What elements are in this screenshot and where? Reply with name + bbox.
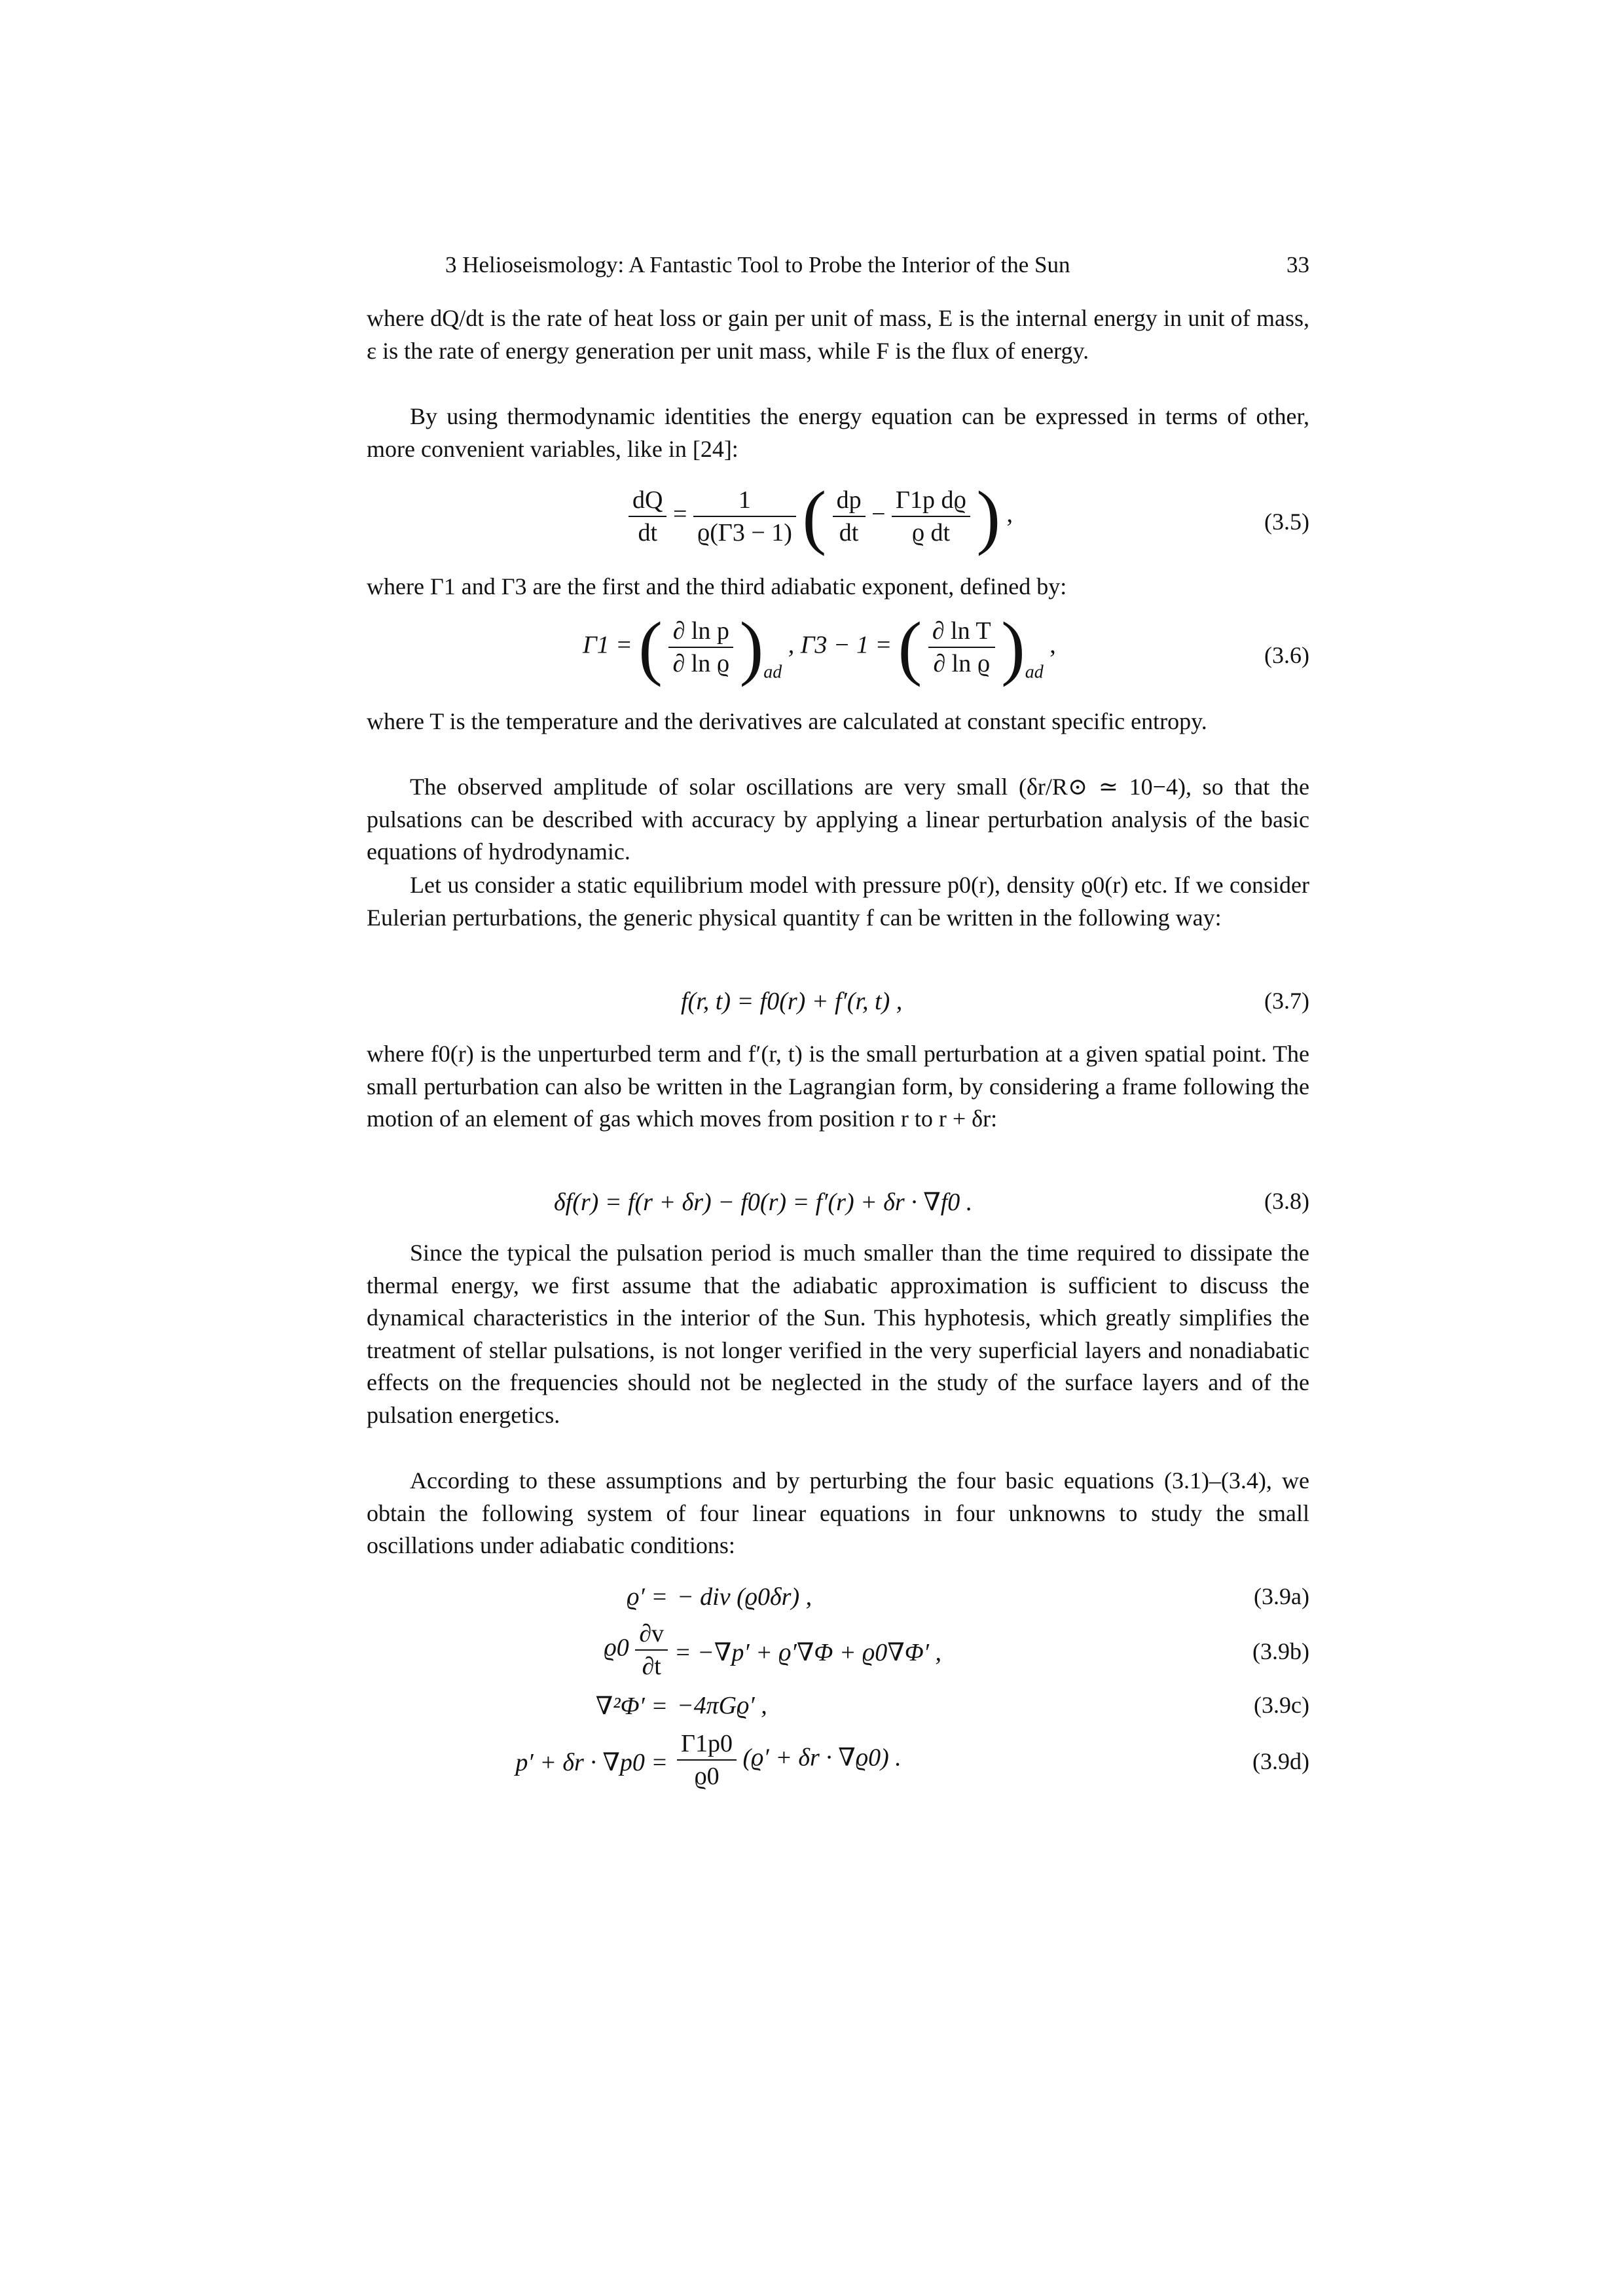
equation-number: (3.9c) — [1254, 1692, 1309, 1718]
fraction: $\frac{\text{∂ ln T}}{\text{∂ ln ϱ}}$ — [928, 615, 995, 679]
equation-3-7 — [367, 987, 1309, 1026]
equation-3-9d — [367, 1728, 1309, 1800]
paragraph-2: By using thermodynamic identities the energy equation can be expressed in terms of other, more convenient variables, like in [24]: — [367, 403, 1309, 462]
equation-number: (3.9d) — [1252, 1748, 1309, 1774]
equation-body: $\frac{dQ}{dt}$ = $\frac{1}{ϱ(\Gamma 3 - 1)}$ ( $\frac{dp}{dt}$ − $\frac{\text{Γ1p dϱ}}{\text{ϱ dt}}$ ) , — [629, 484, 1013, 548]
equation-number: (3.9a) — [1254, 1583, 1309, 1609]
fraction: $\frac{\text{Γ1p dϱ}}{\text{ϱ dt}}$ — [892, 484, 970, 548]
equation-3-9a — [367, 1583, 1309, 1622]
equation-3-9b — [367, 1618, 1309, 1690]
equation-rhs: −4πGϱ′ , — [677, 1692, 767, 1719]
equation-number: (3.9b) — [1252, 1638, 1309, 1664]
fraction: $\frac{dp}{dt}$ — [833, 484, 866, 548]
running-header — [445, 249, 1309, 281]
chapter-title: 3 Helioseismology: A Fantastic Tool to Probe the Interior of the Sun — [445, 252, 1070, 278]
fraction: $\frac{1}{ϱ(\Gamma 3 - 1)}$ — [693, 484, 796, 548]
paragraph-6: Let us consider a static equilibrium model with pressure p0(r), density ϱ0(r) etc. If we consider Eulerian perturbations, the generic physical quantity f can be written in the following way: — [367, 872, 1309, 931]
equation-body: f(r, t) = f0(r) + f′(r, t) , — [681, 988, 903, 1015]
paragraph-1: where dQ/dt is the rate of heat loss or gain per unit of mass, E is the internal energy in unit of mass, ε is the rate of energy generation per unit mass, while F is the flux of energy. — [367, 305, 1309, 364]
equation-rhs: = −∇p′ + ϱ′∇Φ + ϱ0∇Φ′ , — [674, 1639, 942, 1666]
paragraph-9: According to these assumptions and by perturbing the four basic equations (3.1)–(3.4), we obtain the following system of four linear equations in four unknowns to study the small oscillations under adiabatic conditions: — [367, 1467, 1309, 1558]
fraction: $\frac{\Gamma 1p0}{ϱ0}$ — [677, 1728, 737, 1792]
paragraph-5: The observed amplitude of solar oscillations are very small (δr/R⊙ ≃ 10−4), so that the pulsations can be described with accuracy by applying a linear perturbation analysis of the basic equations of hydrodynamic. — [367, 774, 1309, 865]
equation-rhs: $\frac{\Gamma 1p0}{ϱ0}$ (ϱ′ + δr · ∇ϱ0) . — [677, 1728, 902, 1792]
equation-3-8 — [367, 1187, 1309, 1227]
equation-number: (3.8) — [1264, 1188, 1309, 1214]
equation-body: Γ1 = ( $\frac{\text{∂ ln p}}{\text{∂ ln ϱ}}$ )$_{ad}$ , Γ3 − 1 = ( $\frac{\text{∂ ln T}}{\text{∂ ln ϱ}}$ )$_{ad}$ , — [583, 607, 1056, 687]
equation-lhs: ∇²Φ′ = — [595, 1693, 668, 1720]
paragraph-8: Since the typical the pulsation period is much smaller than the time required to dissipate the thermal energy, we first assume that the adiabatic approximation is sufficient to discuss the dynamical characteristics in the interior of the Sun. This hyphotesis, which greatly simplifies the treatment of stellar pulsations, is not longer verified in the very superficial layers and nonadiabatic effects on the frequencies should not be neglected in the study of the surface layers and of the pulsation energetics. — [367, 1240, 1309, 1428]
equation-lhs: p′ + δr · ∇p0 = — [515, 1749, 668, 1776]
equation-number: (3.5) — [1264, 509, 1309, 535]
fraction: $\frac{dQ}{dt}$ — [629, 484, 666, 548]
paragraph-3: where Γ1 and Γ3 are the first and the third adiabatic exponent, defined by: — [367, 573, 1067, 600]
equation-3-9c — [367, 1691, 1309, 1731]
page-number: 33 — [1286, 252, 1309, 278]
equation-number: (3.7) — [1264, 988, 1309, 1014]
equation-3-5 — [367, 476, 1309, 569]
fraction: $\frac{\text{∂ ln p}}{\text{∂ ln ϱ}}$ — [668, 615, 733, 679]
equation-rhs: − div (ϱ0δr) , — [677, 1583, 812, 1611]
paragraph-4: where T is the temperature and the derivatives are calculated at constant specific entropy. — [367, 708, 1207, 734]
equation-body: δf(r) = f(r + δr) − f0(r) = f′(r) + δr · ∇f0 . — [554, 1189, 973, 1216]
fraction: $\frac{\partial v}{\partial t}$ — [635, 1618, 668, 1682]
paragraph-7: where f0(r) is the unperturbed term and f′(r, t) is the small perturbation at a given spatial point. The small perturbation can also be written in the Lagrangian form, by considering a frame following the motion of an element of gas which moves from position r to r + δr: — [367, 1041, 1309, 1132]
equation-3-6 — [367, 607, 1309, 707]
equation-lhs: ϱ0 $\frac{\partial v}{\partial t}$ — [604, 1618, 668, 1682]
equation-lhs: ϱ′ = — [627, 1583, 668, 1611]
equation-number: (3.6) — [1264, 642, 1309, 668]
